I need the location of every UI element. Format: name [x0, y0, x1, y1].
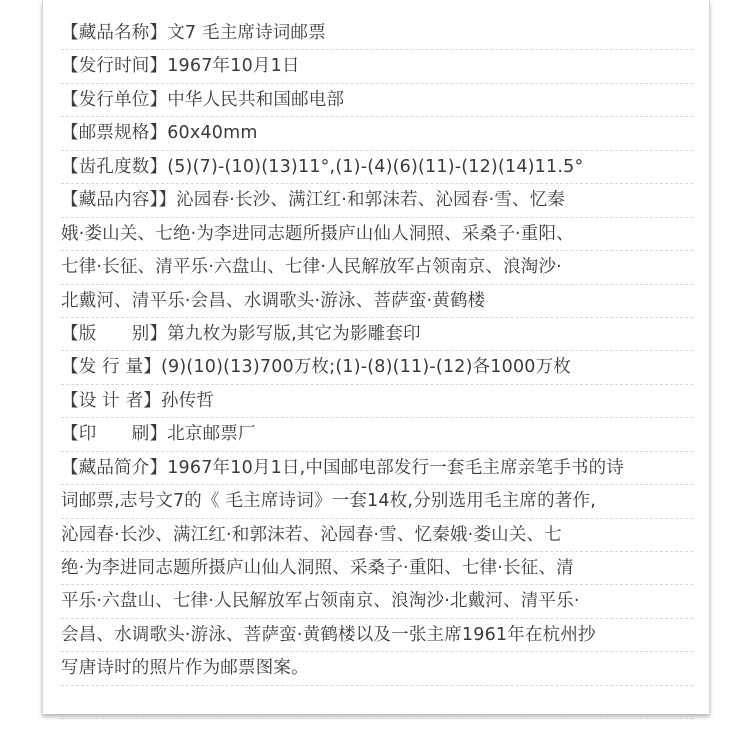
- line-issuer: 【发行单位】中华人民共和国邮电部: [61, 84, 693, 117]
- line-content-4: 北戴河、清平乐·会昌、水调歌头·游泳、菩萨蛮·黄鹤楼: [61, 285, 693, 318]
- document-page: [42, 0, 710, 714]
- line-intro-5: 平乐·六盘山、七律·人民解放军占领南京、浪淘沙·北戴河、清平乐·: [61, 585, 693, 618]
- line-circulation: 【发 行 量】(9)(10)(13)700万枚;(1)-(8)(11)-(12)各1000万枚: [61, 351, 693, 384]
- line-intro-6: 会昌、水调歌头·游泳、菩萨蛮·黄鹤楼以及一张主席1961年在杭州抄: [61, 619, 693, 652]
- line-stamp-size: 【邮票规格】60x40mm: [61, 117, 693, 150]
- line-designer: 【设 计 者】孙传哲: [61, 385, 693, 418]
- line-collection-name: 【藏品名称】文7 毛主席诗词邮票: [61, 17, 693, 50]
- line-printer: 【印 刷】北京邮票厂: [61, 418, 693, 451]
- line-edition: 【版 别】第九枚为影写版,其它为影雕套印: [61, 318, 693, 351]
- line-blank: [61, 686, 693, 719]
- line-issue-date: 【发行时间】1967年10月1日: [61, 50, 693, 83]
- line-intro-4: 绝·为李进同志题所摄庐山仙人洞照、采桑子·重阳、七律·长征、清: [61, 552, 693, 585]
- line-intro-7: 写唐诗时的照片作为邮票图案。: [61, 652, 693, 685]
- line-content-3: 七律·长征、清平乐·六盘山、七律·人民解放军占领南京、浪淘沙·: [61, 251, 693, 284]
- line-perforation: 【齿孔度数】(5)(7)-(10)(13)11°,(1)-(4)(6)(11)-(12)(14)11.5°: [61, 151, 693, 184]
- line-intro-2: 词邮票,志号文7的《 毛主席诗词》一套14枚,分别选用毛主席的著作,: [61, 485, 693, 518]
- collection-info-list: [61, 17, 693, 719]
- line-content-2: 娥·娄山关、七绝·为李进同志题所摄庐山仙人洞照、采桑子·重阳、: [61, 218, 693, 251]
- line-intro-3: 沁园春·长沙、满江红·和郭沫若、沁园春·雪、忆秦娥·娄山关、七: [61, 519, 693, 552]
- line-content-1: 【藏品内容】】沁园春·长沙、满江红·和郭沫若、沁园春·雪、忆秦: [61, 184, 693, 217]
- line-intro-1: 【藏品简介】1967年10月1日,中国邮电部发行一套毛主席亲笔手书的诗: [61, 452, 693, 485]
